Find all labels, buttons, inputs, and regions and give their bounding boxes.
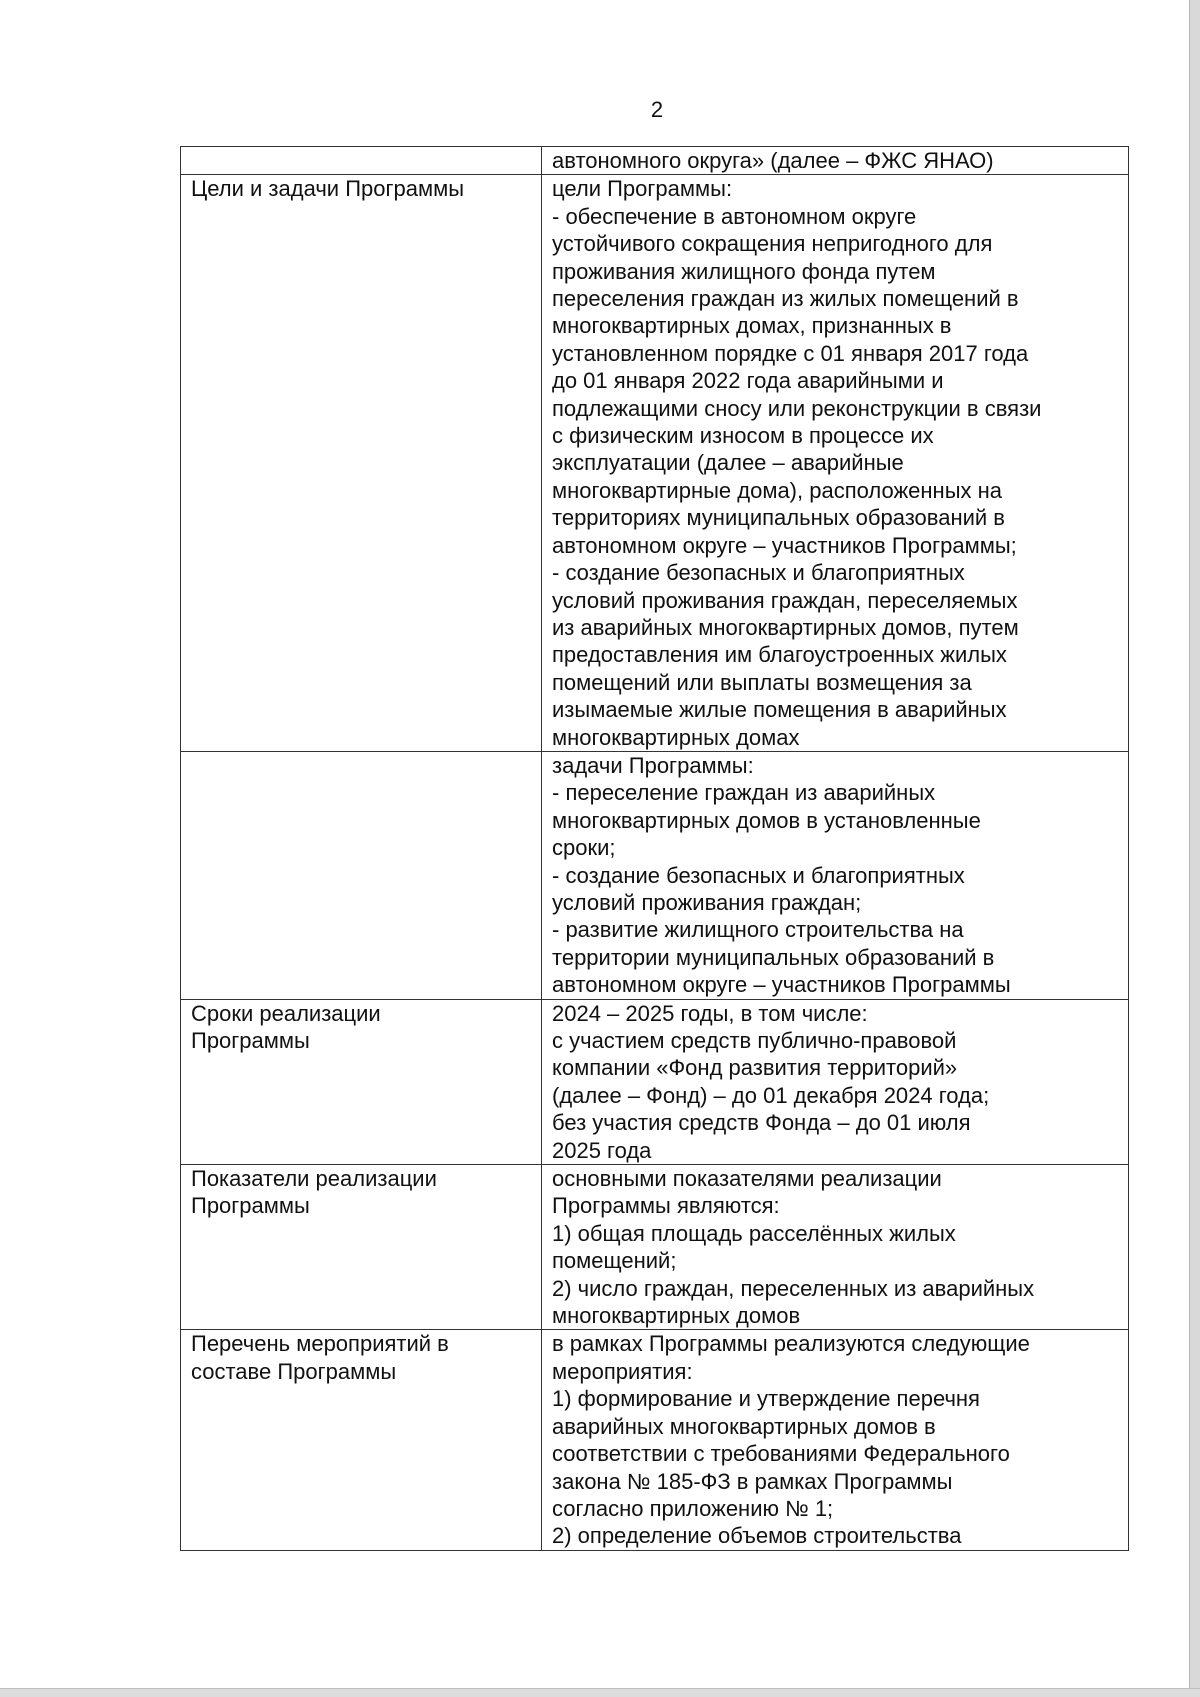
row-value-line: основными показателями реализации xyxy=(552,1166,942,1192)
table-body xyxy=(181,147,1129,1551)
row-value-line: многоквартирных домов в установленные xyxy=(552,807,981,833)
row-label-line: Программы xyxy=(191,1028,310,1053)
row-value-line: предоставления им благоустроенных жилых xyxy=(552,642,1007,668)
row-value-line: автономного округа» (далее – ФЖС ЯНАО) xyxy=(552,148,994,173)
row-value-line: закона № 185-ФЗ в рамках Программы xyxy=(552,1468,953,1494)
row-label-line: Сроки реализации xyxy=(191,1000,381,1026)
row-value-cell xyxy=(542,147,1129,175)
table-row-indicators xyxy=(181,1165,1129,1330)
row-value-cell xyxy=(542,1330,1129,1550)
row-value-line: без участия средств Фонда – до 01 июля xyxy=(552,1110,971,1136)
row-value-line: территории муниципальных образований в xyxy=(552,944,995,970)
row-value-line: - переселение граждан из аварийных xyxy=(552,780,936,806)
row-value-cell xyxy=(542,1165,1129,1330)
table-row-tasks xyxy=(181,751,1129,999)
row-label-cell xyxy=(181,147,542,175)
row-value-line: с физическим износом в процессе их xyxy=(552,423,934,449)
row-value-line: компании «Фонд развития территорий» xyxy=(552,1055,958,1081)
row-label-cell xyxy=(181,1330,542,1550)
table-row-timeframe xyxy=(181,999,1129,1164)
row-value-line: установленном порядке с 01 января 2017 года xyxy=(552,340,1029,366)
row-value-line: - создание безопасных и благоприятных xyxy=(552,862,965,888)
table-row-goals xyxy=(181,175,1129,752)
row-value-cell xyxy=(542,751,1129,999)
row-value-line: автономном округе – участников Программы xyxy=(552,972,1011,998)
row-value-line: 2) число граждан, переселенных из аварийных xyxy=(552,1275,1035,1301)
row-value-line: помещений или выплаты возмещения за xyxy=(552,669,972,695)
row-label-line: Показатели реализации xyxy=(191,1166,437,1192)
row-value-line: территориях муниципальных образований в xyxy=(552,505,1005,531)
row-value-line: с участием средств публично-правовой xyxy=(552,1028,957,1053)
row-label-cell xyxy=(181,751,542,999)
row-value-line: подлежащими сносу или реконструкции в связи xyxy=(552,395,1042,421)
program-passport-table xyxy=(180,146,1129,1551)
row-value-line: до 01 января 2022 года аварийными и xyxy=(552,368,944,394)
row-value-cell xyxy=(542,175,1129,752)
row-value-line: проживания жилищного фонда путем xyxy=(552,258,936,284)
row-value-cell xyxy=(542,999,1129,1164)
row-value-line: из аварийных многоквартирных домов, путем xyxy=(552,614,1019,640)
row-value-line: условий проживания граждан, переселяемых xyxy=(552,587,1018,613)
row-value-line: многоквартирные дома), расположенных на xyxy=(552,477,1003,503)
row-value-line: многоквартирных домов xyxy=(552,1303,801,1329)
row-label-cell xyxy=(181,1165,542,1330)
scan-border-bottom xyxy=(0,1688,1200,1697)
row-value-line: соответствии с требованиями Федерального xyxy=(552,1441,1010,1467)
row-value-line: многоквартирных домах, признанных в xyxy=(552,313,952,339)
row-value-line: 2025 года xyxy=(552,1137,652,1163)
row-label-line: Перечень мероприятий в xyxy=(191,1331,449,1357)
row-value-line: автономном округе – участников Программы; xyxy=(552,532,1017,558)
row-value-line: устойчивого сокращения непригодного для xyxy=(552,231,993,257)
row-value-line: условий проживания граждан; xyxy=(552,889,862,915)
row-label-line: Программы xyxy=(191,1193,310,1219)
row-value-line: аварийных многоквартирных домов в xyxy=(552,1413,936,1439)
row-value-line: задачи Программы: xyxy=(552,752,754,778)
row-value-line: многоквартирных домах xyxy=(552,724,800,750)
row-value-line: 1) формирование и утверждение перечня xyxy=(552,1386,980,1412)
row-value-line: - развитие жилищного строительства на xyxy=(552,917,964,943)
row-value-line: Программы являются: xyxy=(552,1193,780,1219)
row-value-line: (далее – Фонд) – до 01 декабря 2024 года; xyxy=(552,1082,990,1108)
scan-border-right xyxy=(1189,0,1200,1697)
row-value-line: эксплуатации (далее – аварийные xyxy=(552,450,904,476)
row-value-line: 1) общая площадь расселённых жилых xyxy=(552,1220,956,1246)
row-value-line: переселения граждан из жилых помещений в xyxy=(552,286,1019,312)
row-value-line: 2024 – 2025 годы, в том числе: xyxy=(552,1000,868,1026)
row-label-line: Цели и задачи Программы xyxy=(191,176,465,202)
row-label-cell xyxy=(181,999,542,1164)
row-value-line: мероприятия: xyxy=(552,1358,693,1384)
row-value-line: - обеспечение в автономном округе xyxy=(552,203,917,229)
row-value-line: цели Программы: xyxy=(552,176,733,202)
row-value-line: изымаемые жилые помещения в аварийных xyxy=(552,697,1007,723)
table-row-activities xyxy=(181,1330,1129,1550)
row-value-line: согласно приложению № 1; xyxy=(552,1495,834,1521)
row-label-cell xyxy=(181,175,542,752)
table-row-continuation xyxy=(181,147,1129,175)
row-value-line: помещений; xyxy=(552,1248,677,1274)
row-value-line: 2) определение объемов строительства xyxy=(552,1523,962,1549)
row-label-line: составе Программы xyxy=(191,1358,397,1384)
row-value-line: в рамках Программы реализуются следующие xyxy=(552,1331,1030,1357)
row-value-line: - создание безопасных и благоприятных xyxy=(552,560,965,586)
row-value-line: сроки; xyxy=(552,835,616,861)
page-number: 2 xyxy=(650,97,664,122)
